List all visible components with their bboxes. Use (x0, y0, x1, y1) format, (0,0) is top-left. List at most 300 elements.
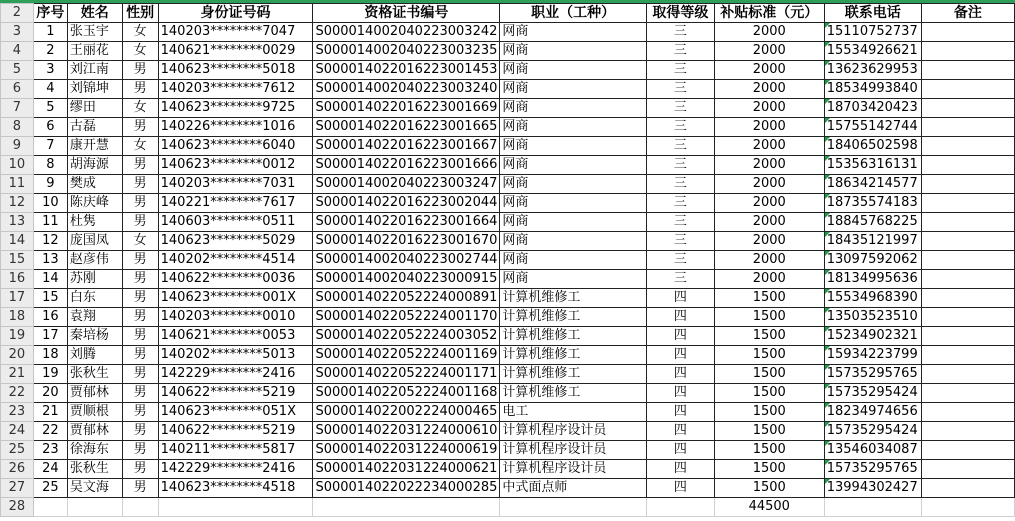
occupation-cell[interactable]: 网商 (500, 213, 647, 232)
subsidy-cell[interactable]: 2000 (714, 175, 824, 194)
id-number-cell[interactable]: 140623********0012 (158, 156, 313, 175)
name-cell[interactable]: 贾郁林 (67, 422, 122, 441)
level-cell[interactable]: 三 (646, 175, 714, 194)
occupation-cell[interactable]: 网商 (500, 270, 647, 289)
seq-cell[interactable]: 25 (33, 479, 67, 498)
level-cell[interactable]: 四 (646, 384, 714, 403)
cert-number-cell[interactable]: S000014002040223002744 (313, 251, 500, 270)
cert-number-cell[interactable]: S000014022002224000465 (313, 403, 500, 422)
level-cell[interactable]: 三 (646, 137, 714, 156)
id-number-cell[interactable]: 140203********7031 (158, 175, 313, 194)
subsidy-cell[interactable]: 2000 (714, 23, 824, 42)
row-header[interactable]: 28 (1, 498, 34, 517)
level-cell[interactable]: 四 (646, 460, 714, 479)
column-header-gender[interactable]: 性别 (122, 4, 158, 23)
name-cell[interactable]: 王丽花 (67, 42, 122, 61)
subsidy-cell[interactable]: 1500 (714, 403, 824, 422)
id-number-cell[interactable]: 142229********2416 (158, 460, 313, 479)
note-cell[interactable] (921, 479, 1014, 498)
cert-number-cell[interactable]: S000014022016223001665 (313, 118, 500, 137)
name-cell[interactable]: 吴文海 (67, 479, 122, 498)
note-cell[interactable] (921, 175, 1014, 194)
cert-number-cell[interactable]: S000014002040223003235 (313, 42, 500, 61)
occupation-cell[interactable]: 网商 (500, 80, 647, 99)
phone-cell[interactable]: 15755142744 (824, 118, 921, 137)
column-header-id[interactable]: 身份证号码 (158, 4, 313, 23)
empty-cell[interactable] (646, 498, 714, 517)
gender-cell[interactable]: 女 (122, 137, 158, 156)
level-cell[interactable]: 三 (646, 156, 714, 175)
gender-cell[interactable]: 女 (122, 232, 158, 251)
seq-cell[interactable]: 23 (33, 441, 67, 460)
note-cell[interactable] (921, 289, 1014, 308)
level-cell[interactable]: 三 (646, 42, 714, 61)
occupation-cell[interactable]: 计算机维修工 (500, 308, 647, 327)
id-number-cell[interactable]: 140623********5029 (158, 232, 313, 251)
occupation-cell[interactable]: 网商 (500, 175, 647, 194)
subsidy-cell[interactable]: 1500 (714, 384, 824, 403)
cert-number-cell[interactable]: S000014022016223001453 (313, 61, 500, 80)
row-header[interactable]: 7 (1, 99, 34, 118)
row-header[interactable]: 18 (1, 308, 34, 327)
note-cell[interactable] (921, 403, 1014, 422)
occupation-cell[interactable]: 网商 (500, 42, 647, 61)
seq-cell[interactable]: 8 (33, 156, 67, 175)
gender-cell[interactable]: 男 (122, 175, 158, 194)
note-cell[interactable] (921, 80, 1014, 99)
name-cell[interactable]: 徐海东 (67, 441, 122, 460)
level-cell[interactable]: 四 (646, 308, 714, 327)
row-header[interactable]: 25 (1, 441, 34, 460)
phone-cell[interactable]: 15534968390 (824, 289, 921, 308)
id-number-cell[interactable]: 140603********0511 (158, 213, 313, 232)
cert-number-cell[interactable]: S000014002040223003242 (313, 23, 500, 42)
row-header[interactable]: 16 (1, 270, 34, 289)
note-cell[interactable] (921, 460, 1014, 479)
seq-cell[interactable]: 2 (33, 42, 67, 61)
id-number-cell[interactable]: 140203********0010 (158, 308, 313, 327)
subsidy-cell[interactable]: 1500 (714, 308, 824, 327)
subsidy-cell[interactable]: 2000 (714, 42, 824, 61)
seq-cell[interactable]: 21 (33, 403, 67, 422)
empty-cell[interactable] (824, 498, 921, 517)
name-cell[interactable]: 刘腾 (67, 346, 122, 365)
level-cell[interactable]: 四 (646, 479, 714, 498)
name-cell[interactable]: 康开慧 (67, 137, 122, 156)
level-cell[interactable]: 三 (646, 270, 714, 289)
gender-cell[interactable]: 男 (122, 422, 158, 441)
column-header-level[interactable]: 取得等级 (646, 4, 714, 23)
id-number-cell[interactable]: 140621********0029 (158, 42, 313, 61)
level-cell[interactable]: 四 (646, 289, 714, 308)
level-cell[interactable]: 四 (646, 403, 714, 422)
phone-cell[interactable]: 15934223799 (824, 346, 921, 365)
note-cell[interactable] (921, 365, 1014, 384)
note-cell[interactable] (921, 327, 1014, 346)
gender-cell[interactable]: 男 (122, 156, 158, 175)
gender-cell[interactable]: 女 (122, 99, 158, 118)
name-cell[interactable]: 陈庆峰 (67, 194, 122, 213)
id-number-cell[interactable]: 140622********0036 (158, 270, 313, 289)
gender-cell[interactable]: 男 (122, 384, 158, 403)
id-number-cell[interactable]: 140623********9725 (158, 99, 313, 118)
level-cell[interactable]: 四 (646, 441, 714, 460)
note-cell[interactable] (921, 441, 1014, 460)
id-number-cell[interactable]: 140621********0053 (158, 327, 313, 346)
cert-number-cell[interactable]: S000014022031224000610 (313, 422, 500, 441)
note-cell[interactable] (921, 137, 1014, 156)
note-cell[interactable] (921, 156, 1014, 175)
subsidy-cell[interactable]: 2000 (714, 99, 824, 118)
subsidy-cell[interactable]: 2000 (714, 156, 824, 175)
cert-number-cell[interactable]: S000014022052224001171 (313, 365, 500, 384)
note-cell[interactable] (921, 42, 1014, 61)
phone-cell[interactable]: 15234902321 (824, 327, 921, 346)
row-header[interactable]: 3 (1, 23, 34, 42)
gender-cell[interactable]: 男 (122, 251, 158, 270)
seq-cell[interactable]: 22 (33, 422, 67, 441)
name-cell[interactable]: 张秋生 (67, 460, 122, 479)
row-header[interactable]: 17 (1, 289, 34, 308)
id-number-cell[interactable]: 140203********7612 (158, 80, 313, 99)
occupation-cell[interactable]: 网商 (500, 137, 647, 156)
cert-number-cell[interactable]: S000014022016223001666 (313, 156, 500, 175)
level-cell[interactable]: 四 (646, 327, 714, 346)
cert-number-cell[interactable]: S000014022022234000285 (313, 479, 500, 498)
row-header[interactable]: 23 (1, 403, 34, 422)
row-header[interactable]: 9 (1, 137, 34, 156)
name-cell[interactable]: 刘锦坤 (67, 80, 122, 99)
gender-cell[interactable]: 男 (122, 289, 158, 308)
gender-cell[interactable]: 男 (122, 194, 158, 213)
column-header-job[interactable]: 职业（工种） (500, 4, 647, 23)
name-cell[interactable]: 刘江南 (67, 61, 122, 80)
subsidy-cell[interactable]: 2000 (714, 137, 824, 156)
cert-number-cell[interactable]: S000014022052224003052 (313, 327, 500, 346)
phone-cell[interactable]: 18234974656 (824, 403, 921, 422)
cert-number-cell[interactable]: S000014022016223001669 (313, 99, 500, 118)
level-cell[interactable]: 四 (646, 365, 714, 384)
row-header[interactable]: 27 (1, 479, 34, 498)
id-number-cell[interactable]: 142229********2416 (158, 365, 313, 384)
subsidy-cell[interactable]: 1500 (714, 441, 824, 460)
seq-cell[interactable]: 12 (33, 232, 67, 251)
level-cell[interactable]: 四 (646, 422, 714, 441)
id-number-cell[interactable]: 140623********001X (158, 289, 313, 308)
subsidy-cell[interactable]: 2000 (714, 80, 824, 99)
row-header[interactable]: 14 (1, 232, 34, 251)
subsidy-cell[interactable]: 2000 (714, 213, 824, 232)
id-number-cell[interactable]: 140203********7047 (158, 23, 313, 42)
level-cell[interactable]: 三 (646, 251, 714, 270)
id-number-cell[interactable]: 140623********6040 (158, 137, 313, 156)
name-cell[interactable]: 袁翔 (67, 308, 122, 327)
occupation-cell[interactable]: 计算机程序设计员 (500, 460, 647, 479)
row-header[interactable]: 4 (1, 42, 34, 61)
row-header[interactable]: 15 (1, 251, 34, 270)
phone-cell[interactable]: 15735295765 (824, 460, 921, 479)
phone-cell[interactable]: 13503523510 (824, 308, 921, 327)
phone-cell[interactable]: 15110752737 (824, 23, 921, 42)
cert-number-cell[interactable]: S000014002040223003247 (313, 175, 500, 194)
level-cell[interactable]: 三 (646, 194, 714, 213)
id-number-cell[interactable]: 140623********4518 (158, 479, 313, 498)
name-cell[interactable]: 胡海源 (67, 156, 122, 175)
phone-cell[interactable]: 15735295424 (824, 384, 921, 403)
occupation-cell[interactable]: 网商 (500, 23, 647, 42)
name-cell[interactable]: 张秋生 (67, 365, 122, 384)
occupation-cell[interactable]: 计算机维修工 (500, 289, 647, 308)
occupation-cell[interactable]: 网商 (500, 99, 647, 118)
empty-cell[interactable] (500, 498, 647, 517)
id-number-cell[interactable]: 140211********5817 (158, 441, 313, 460)
column-header-name[interactable]: 姓名 (67, 4, 122, 23)
phone-cell[interactable]: 18845768225 (824, 213, 921, 232)
cert-number-cell[interactable]: S000014002040223000915 (313, 270, 500, 289)
level-cell[interactable]: 三 (646, 23, 714, 42)
empty-cell[interactable] (67, 498, 122, 517)
gender-cell[interactable]: 男 (122, 213, 158, 232)
note-cell[interactable] (921, 118, 1014, 137)
seq-cell[interactable]: 16 (33, 308, 67, 327)
note-cell[interactable] (921, 23, 1014, 42)
id-number-cell[interactable]: 140202********5013 (158, 346, 313, 365)
note-cell[interactable] (921, 384, 1014, 403)
subsidy-total-cell[interactable]: 44500 (714, 498, 824, 517)
note-cell[interactable] (921, 213, 1014, 232)
subsidy-cell[interactable]: 1500 (714, 365, 824, 384)
subsidy-cell[interactable]: 2000 (714, 118, 824, 137)
gender-cell[interactable]: 男 (122, 460, 158, 479)
name-cell[interactable]: 古磊 (67, 118, 122, 137)
level-cell[interactable]: 三 (646, 80, 714, 99)
column-header-phone[interactable]: 联系电话 (824, 4, 921, 23)
row-header[interactable]: 13 (1, 213, 34, 232)
name-cell[interactable]: 白东 (67, 289, 122, 308)
id-number-cell[interactable]: 140623********5018 (158, 61, 313, 80)
table-row (1, 403, 1015, 422)
row-header[interactable]: 20 (1, 346, 34, 365)
row-header[interactable]: 22 (1, 384, 34, 403)
level-cell[interactable]: 三 (646, 61, 714, 80)
empty-cell[interactable] (158, 498, 313, 517)
occupation-cell[interactable]: 网商 (500, 61, 647, 80)
subsidy-cell[interactable]: 2000 (714, 194, 824, 213)
note-cell[interactable] (921, 308, 1014, 327)
subsidy-cell[interactable]: 1500 (714, 422, 824, 441)
subsidy-cell[interactable]: 2000 (714, 270, 824, 289)
cert-number-cell[interactable]: S000014022052224001169 (313, 346, 500, 365)
name-cell[interactable]: 贾郁林 (67, 384, 122, 403)
seq-cell[interactable]: 20 (33, 384, 67, 403)
seq-cell[interactable]: 3 (33, 61, 67, 80)
row-header[interactable]: 11 (1, 175, 34, 194)
cert-number-cell[interactable]: S000014022016223001670 (313, 232, 500, 251)
seq-cell[interactable]: 18 (33, 346, 67, 365)
level-cell[interactable]: 四 (646, 346, 714, 365)
note-cell[interactable] (921, 270, 1014, 289)
seq-cell[interactable]: 17 (33, 327, 67, 346)
level-cell[interactable]: 三 (646, 99, 714, 118)
cert-number-cell[interactable]: S000014022031224000621 (313, 460, 500, 479)
gender-cell[interactable]: 男 (122, 403, 158, 422)
seq-cell[interactable]: 5 (33, 99, 67, 118)
gender-cell[interactable]: 女 (122, 23, 158, 42)
phone-cell[interactable]: 15356316131 (824, 156, 921, 175)
level-cell[interactable]: 三 (646, 118, 714, 137)
level-cell[interactable]: 三 (646, 213, 714, 232)
occupation-cell[interactable]: 计算机维修工 (500, 365, 647, 384)
id-number-cell[interactable]: 140202********4514 (158, 251, 313, 270)
row-header[interactable]: 19 (1, 327, 34, 346)
seq-cell[interactable]: 4 (33, 80, 67, 99)
seq-cell[interactable]: 7 (33, 137, 67, 156)
occupation-cell[interactable]: 网商 (500, 156, 647, 175)
row-header[interactable]: 24 (1, 422, 34, 441)
subsidy-cell[interactable]: 1500 (714, 346, 824, 365)
seq-cell[interactable]: 11 (33, 213, 67, 232)
row-header[interactable]: 26 (1, 460, 34, 479)
row-header[interactable]: 21 (1, 365, 34, 384)
table-row (1, 23, 1015, 42)
seq-cell[interactable]: 19 (33, 365, 67, 384)
seq-cell[interactable]: 14 (33, 270, 67, 289)
gender-cell[interactable]: 男 (122, 61, 158, 80)
column-header-seq[interactable]: 序号 (33, 4, 67, 23)
cert-number-cell[interactable]: S000014022031224000619 (313, 441, 500, 460)
note-cell[interactable] (921, 194, 1014, 213)
name-cell[interactable]: 张玉宇 (67, 23, 122, 42)
column-header-subsidy[interactable]: 补贴标准（元） (714, 4, 824, 23)
occupation-cell[interactable]: 中式面点师 (500, 479, 647, 498)
phone-cell[interactable]: 15735295765 (824, 365, 921, 384)
gender-cell[interactable]: 男 (122, 327, 158, 346)
row-header[interactable]: 8 (1, 118, 34, 137)
phone-cell[interactable]: 13097592062 (824, 251, 921, 270)
gender-cell[interactable]: 男 (122, 441, 158, 460)
seq-cell[interactable]: 10 (33, 194, 67, 213)
occupation-cell[interactable]: 网商 (500, 232, 647, 251)
name-cell[interactable]: 樊成 (67, 175, 122, 194)
seq-cell[interactable]: 15 (33, 289, 67, 308)
gender-cell[interactable]: 男 (122, 479, 158, 498)
id-number-cell[interactable]: 140226********1016 (158, 118, 313, 137)
occupation-cell[interactable]: 网商 (500, 118, 647, 137)
empty-cell[interactable] (33, 498, 67, 517)
phone-cell[interactable]: 18735574183 (824, 194, 921, 213)
empty-cell[interactable] (122, 498, 158, 517)
subsidy-cell[interactable]: 1500 (714, 327, 824, 346)
id-number-cell[interactable]: 140622********5219 (158, 384, 313, 403)
occupation-cell[interactable]: 计算机程序设计员 (500, 441, 647, 460)
seq-cell[interactable]: 1 (33, 23, 67, 42)
note-cell[interactable] (921, 61, 1014, 80)
gender-cell[interactable]: 女 (122, 42, 158, 61)
occupation-cell[interactable]: 计算机程序设计员 (500, 422, 647, 441)
name-cell[interactable]: 杜隽 (67, 213, 122, 232)
table-row (1, 99, 1015, 118)
note-cell[interactable] (921, 99, 1014, 118)
occupation-cell[interactable]: 网商 (500, 251, 647, 270)
gender-cell[interactable]: 男 (122, 270, 158, 289)
seq-cell[interactable]: 9 (33, 175, 67, 194)
row-header[interactable]: 6 (1, 80, 34, 99)
seq-cell[interactable]: 24 (33, 460, 67, 479)
occupation-cell[interactable]: 网商 (500, 194, 647, 213)
gender-cell[interactable]: 男 (122, 308, 158, 327)
phone-cell[interactable]: 13546034087 (824, 441, 921, 460)
id-number-cell[interactable]: 140622********5219 (158, 422, 313, 441)
id-number-cell[interactable]: 140623********051X (158, 403, 313, 422)
occupation-cell[interactable]: 电工 (500, 403, 647, 422)
seq-cell[interactable]: 13 (33, 251, 67, 270)
phone-cell[interactable]: 18406502598 (824, 137, 921, 156)
phone-cell[interactable]: 18134995636 (824, 270, 921, 289)
phone-cell[interactable]: 18534993840 (824, 80, 921, 99)
row-header[interactable]: 10 (1, 156, 34, 175)
row-header[interactable]: 12 (1, 194, 34, 213)
phone-cell[interactable]: 18634214577 (824, 175, 921, 194)
subsidy-cell[interactable]: 2000 (714, 251, 824, 270)
phone-cell[interactable]: 13994302427 (824, 479, 921, 498)
note-cell[interactable] (921, 251, 1014, 270)
level-cell[interactable]: 三 (646, 232, 714, 251)
seq-cell[interactable]: 6 (33, 118, 67, 137)
note-cell[interactable] (921, 232, 1014, 251)
phone-cell[interactable]: 13623629953 (824, 61, 921, 80)
name-cell[interactable]: 庞国凤 (67, 232, 122, 251)
name-cell[interactable]: 赵彦伟 (67, 251, 122, 270)
row-header[interactable]: 5 (1, 61, 34, 80)
occupation-cell[interactable]: 计算机维修工 (500, 384, 647, 403)
empty-cell[interactable] (313, 498, 500, 517)
gender-cell[interactable]: 男 (122, 118, 158, 137)
column-header-note[interactable]: 备注 (921, 4, 1014, 23)
cert-number-cell[interactable]: S000014002040223003240 (313, 80, 500, 99)
gender-cell[interactable]: 男 (122, 80, 158, 99)
cert-number-cell[interactable]: S000014022016223001664 (313, 213, 500, 232)
cert-number-cell[interactable]: S000014022016223001667 (313, 137, 500, 156)
phone-cell[interactable]: 15534926621 (824, 42, 921, 61)
name-cell[interactable]: 贾顺根 (67, 403, 122, 422)
subsidy-cell[interactable]: 1500 (714, 289, 824, 308)
occupation-cell[interactable]: 计算机维修工 (500, 327, 647, 346)
empty-cell[interactable] (921, 498, 1014, 517)
id-number-cell[interactable]: 140221********7617 (158, 194, 313, 213)
cert-number-cell[interactable]: S000014022052224000891 (313, 289, 500, 308)
subsidy-cell[interactable]: 2000 (714, 61, 824, 80)
note-cell[interactable] (921, 422, 1014, 441)
note-cell[interactable] (921, 346, 1014, 365)
row-header[interactable]: 2 (1, 4, 34, 23)
occupation-cell[interactable]: 计算机维修工 (500, 346, 647, 365)
phone-cell[interactable]: 18703420423 (824, 99, 921, 118)
subsidy-cell[interactable]: 1500 (714, 460, 824, 479)
cert-number-cell[interactable]: S000014022052224001168 (313, 384, 500, 403)
gender-cell[interactable]: 男 (122, 346, 158, 365)
name-cell[interactable]: 苏刚 (67, 270, 122, 289)
name-cell[interactable]: 缪田 (67, 99, 122, 118)
cert-number-cell[interactable]: S000014022052224001170 (313, 308, 500, 327)
phone-cell[interactable]: 15735295424 (824, 422, 921, 441)
column-header-cert[interactable]: 资格证书编号 (313, 4, 500, 23)
gender-cell[interactable]: 男 (122, 365, 158, 384)
subsidy-cell[interactable]: 1500 (714, 479, 824, 498)
subsidy-cell[interactable]: 2000 (714, 232, 824, 251)
phone-cell[interactable]: 18435121997 (824, 232, 921, 251)
cert-number-cell[interactable]: S000014022016223002044 (313, 194, 500, 213)
name-cell[interactable]: 秦培杨 (67, 327, 122, 346)
